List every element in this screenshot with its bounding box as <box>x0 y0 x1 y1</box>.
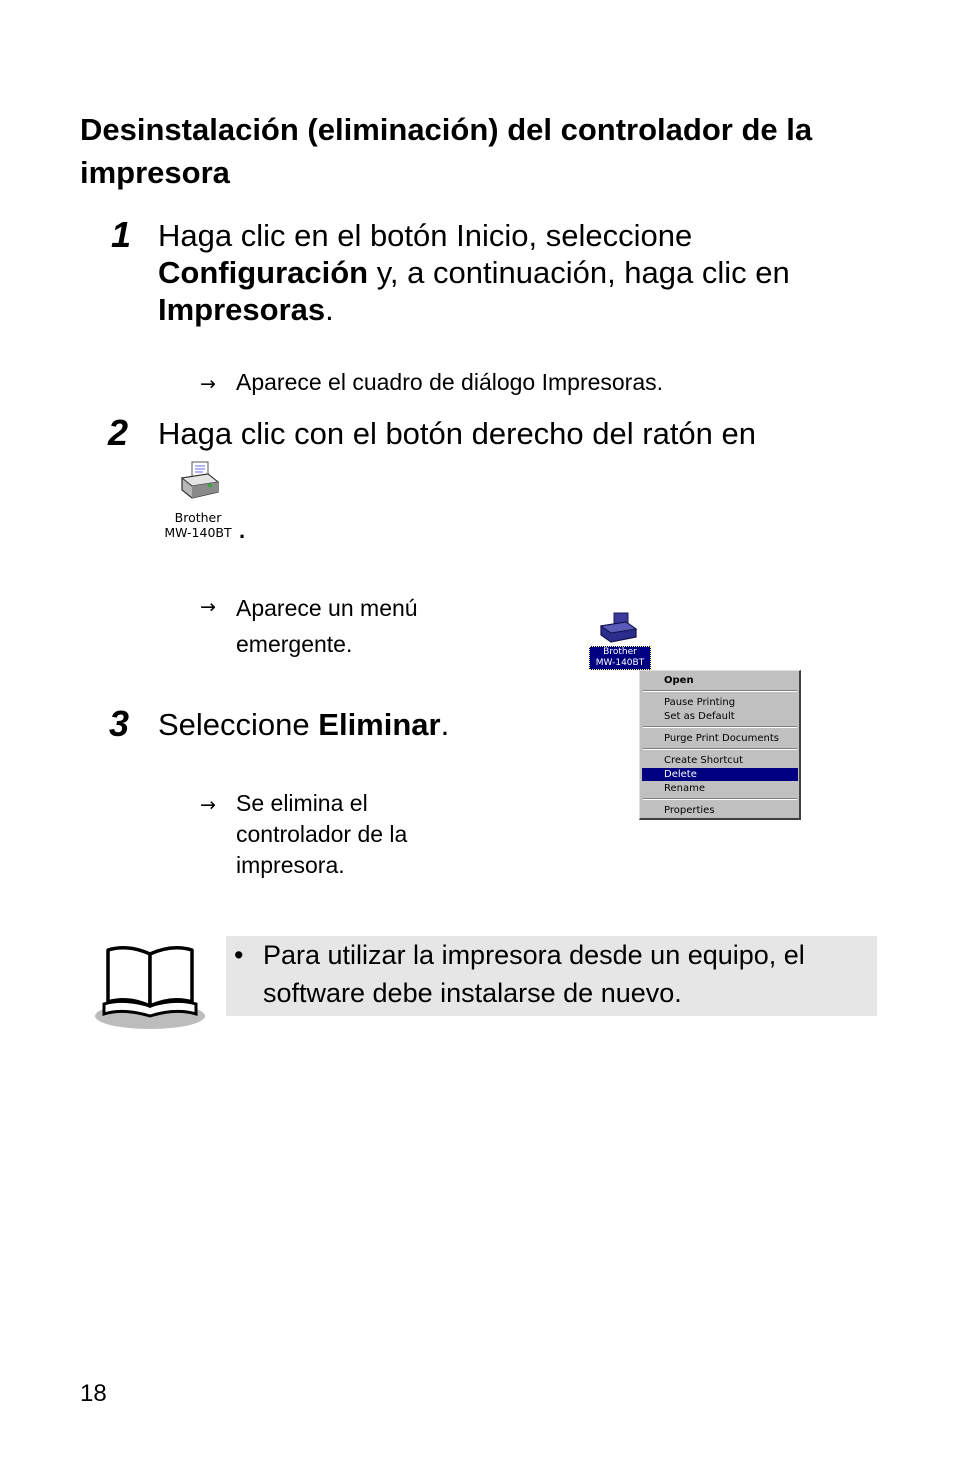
printer-icon <box>598 612 640 644</box>
note-text-line2: software debe instalarse de nuevo. <box>263 978 682 1008</box>
menu-item-purge-print-documents[interactable]: Purge Print Documents <box>664 733 780 744</box>
step-1-text <box>158 217 888 328</box>
menu-separator <box>643 748 797 750</box>
printer-icon-item[interactable] <box>160 460 240 545</box>
selected-printer-label-line2: MW-140BT <box>595 658 645 668</box>
menu-separator <box>643 798 797 800</box>
result-3-line3: impresora. <box>236 852 345 878</box>
selected-printer-label-line1: Brother <box>603 647 637 657</box>
result-3 <box>200 788 520 878</box>
result-2-line1: Aparece un menú <box>236 595 418 621</box>
step-2-number: 2 <box>108 412 129 453</box>
step-1-period: . <box>325 292 334 327</box>
step-1-bold-printers: Impresoras <box>158 292 326 327</box>
printer-label-line1: Brother <box>174 510 222 525</box>
result-1 <box>200 367 840 400</box>
step-3-text <box>158 706 558 743</box>
result-3-line1: Se elimina el <box>236 790 368 816</box>
context-menu <box>639 670 801 820</box>
section-heading: Desinstalación (eliminación) del controlador de la impresora <box>80 112 813 190</box>
menu-item-pause-printing[interactable]: Pause Printing <box>664 697 736 708</box>
menu-item-delete[interactable]: Delete <box>642 768 798 781</box>
step-2-text: Haga clic con el botón derecho del ratón en <box>158 416 757 451</box>
printer-icon-label <box>160 510 236 540</box>
arrow-icon: → <box>200 373 216 395</box>
note-text-line1: Para utilizar la impresora desde un equipo, el <box>263 940 805 970</box>
step-1-bold-config: Configuración <box>158 255 369 290</box>
step-3-period: . <box>440 707 450 742</box>
result-2 <box>200 590 520 657</box>
menu-item-open[interactable]: Open <box>664 675 694 686</box>
selected-printer-label <box>589 646 651 670</box>
note-box <box>226 936 877 1016</box>
selected-printer-icon-item[interactable] <box>588 612 652 670</box>
result-1-text: Aparece el cuadro de diálogo Impresoras. <box>236 369 664 395</box>
result-3-line2: controlador de la <box>236 821 408 847</box>
result-2-line2: emergente. <box>236 631 353 657</box>
menu-separator <box>643 726 797 728</box>
step-3-bold: Eliminar <box>318 707 441 742</box>
step-2-period: . <box>239 518 246 543</box>
printer-label-line2: MW-140BT <box>164 525 232 540</box>
printer-icon <box>178 460 222 502</box>
step-1-number: 1 <box>111 214 132 255</box>
step-3-lead: Seleccione <box>158 707 319 742</box>
step-1-line1: Haga clic en el botón Inicio, seleccione <box>158 218 693 253</box>
arrow-icon: → <box>200 596 216 618</box>
menu-item-set-as-default[interactable]: Set as Default <box>664 711 735 722</box>
arrow-icon: → <box>200 794 216 816</box>
menu-item-rename[interactable]: Rename <box>664 783 706 794</box>
book-icon <box>94 942 206 1030</box>
note-bullet: • <box>234 940 244 970</box>
page-number: 18 <box>80 1380 107 1407</box>
note-text <box>263 936 873 1012</box>
menu-item-create-shortcut[interactable]: Create Shortcut <box>664 755 743 766</box>
menu-separator <box>643 690 797 692</box>
step-1-line2: y, a continuación, haga clic en <box>368 255 790 290</box>
step-3-number: 3 <box>109 703 130 744</box>
menu-item-properties[interactable]: Properties <box>664 805 715 816</box>
